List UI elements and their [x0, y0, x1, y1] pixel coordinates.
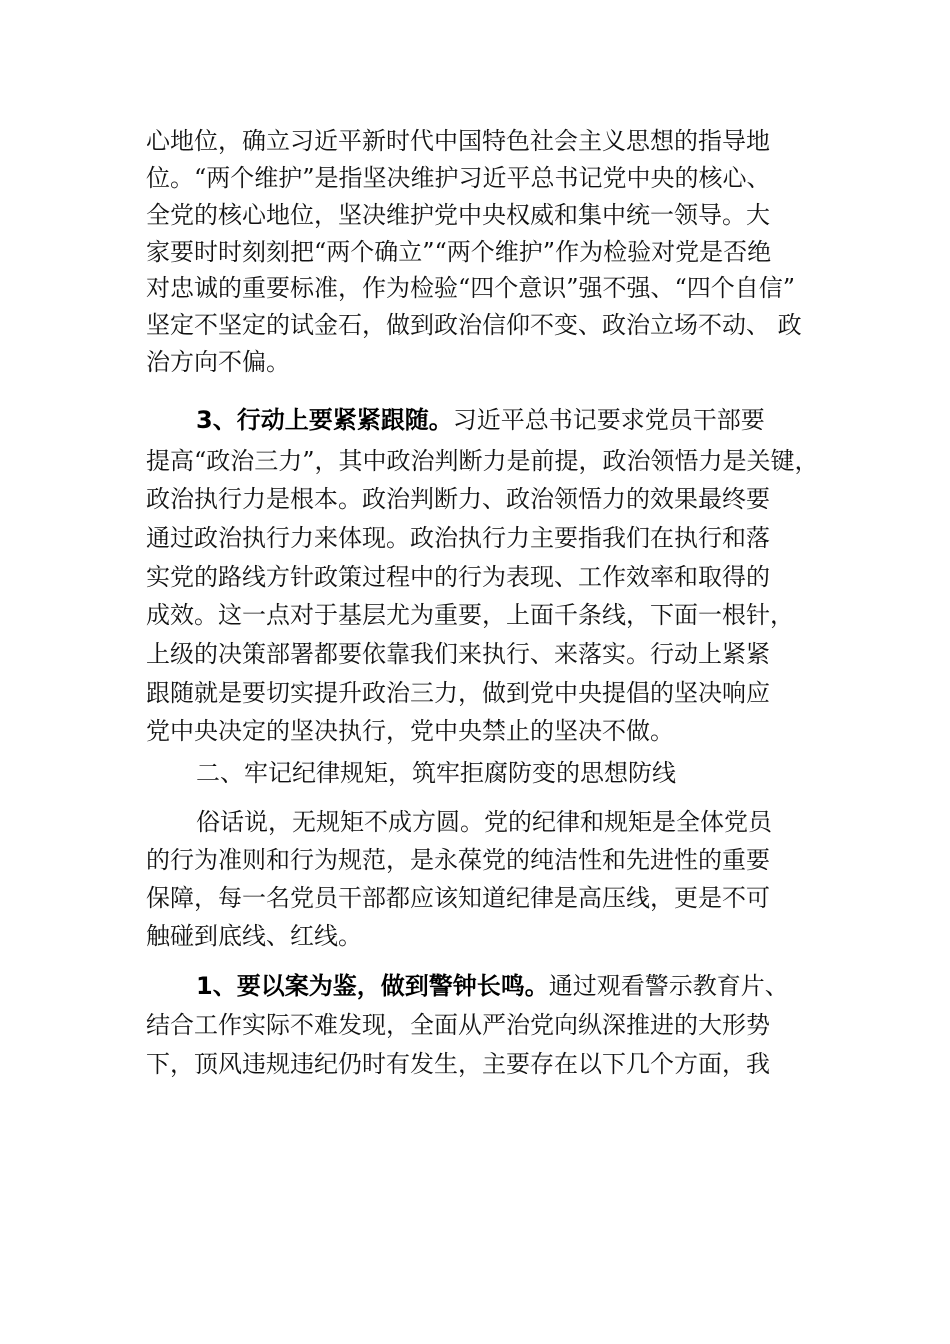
subsection-heading: 3、行动上要紧紧跟随。 — [196, 406, 453, 434]
text-line: 政治执行力是根本。政治判断力、政治领悟力的效果最终要 — [146, 485, 770, 513]
paragraph-first-line — [196, 405, 896, 435]
text-line: 保障，每一名党员干部都应该知道纪律是高压线，更是不可 — [146, 884, 770, 912]
subsection-heading: 1、要以案为鉴，做到警钟长鸣。 — [196, 972, 549, 1000]
text-line: 上级的决策部署都要依靠我们来执行、来落实。行动上紧紧 — [146, 640, 770, 668]
text-span: 通过观看警示教育片、 — [548, 972, 789, 1000]
text-line: 实党的路线方针政策过程中的行为表现、工作效率和取得的 — [146, 563, 770, 591]
text-line: 对忠诚的重要标准，作为检验“四个意识”强不强、“四个自信” — [146, 274, 796, 302]
text-line: 通过政治执行力来体现。政治执行力主要指我们在执行和落 — [146, 524, 770, 552]
section-heading: 二、牢记纪律规矩，筑牢拒腐防变的思想防线 — [196, 759, 676, 787]
text-line: 心地位，确立习近平新时代中国特色社会主义思想的指导地 — [146, 127, 770, 155]
text-line: 俗话说，无规矩不成方圆。党的纪律和规矩是全体党员 — [196, 808, 772, 836]
text-line: 结合工作实际不难发现，全面从严治党向纵深推进的大形势 — [146, 1011, 770, 1039]
text-line: 成效。这一点对于基层尤为重要，上面千条线，下面一根针， — [146, 601, 794, 629]
text-line: 治方向不偏。 — [146, 348, 290, 376]
text-span: 习近平总书记要求党员干部要 — [452, 406, 765, 434]
text-line: 提高“政治三力”，其中政治判断力是前提，政治领悟力是关键， — [146, 447, 819, 475]
text-line: 全党的核心地位，坚决维护党中央权威和集中统一领导。大 — [146, 201, 770, 229]
text-line: 触碰到底线、红线。 — [146, 922, 362, 950]
text-line: 的行为准则和行为规范，是永葆党的纯洁性和先进性的重要 — [146, 846, 770, 874]
paragraph-first-line — [196, 971, 896, 1001]
text-line: 党中央决定的坚决执行，党中央禁止的坚决不做。 — [146, 717, 674, 745]
text-line: 位。“两个维护”是指坚决维护习近平总书记党中央的核心、 — [146, 164, 771, 192]
text-line: 坚定不坚定的试金石，做到政治信仰不变、政治立场不动、 政 — [146, 311, 802, 339]
text-line: 下，顶风违规违纪仍时有发生，主要存在以下几个方面，我 — [146, 1050, 770, 1078]
text-line: 跟随就是要切实提升政治三力，做到党中央提倡的坚决响应 — [146, 679, 770, 707]
text-line: 家要时时刻刻把“两个确立”“两个维护”作为检验对党是否绝 — [146, 238, 772, 266]
